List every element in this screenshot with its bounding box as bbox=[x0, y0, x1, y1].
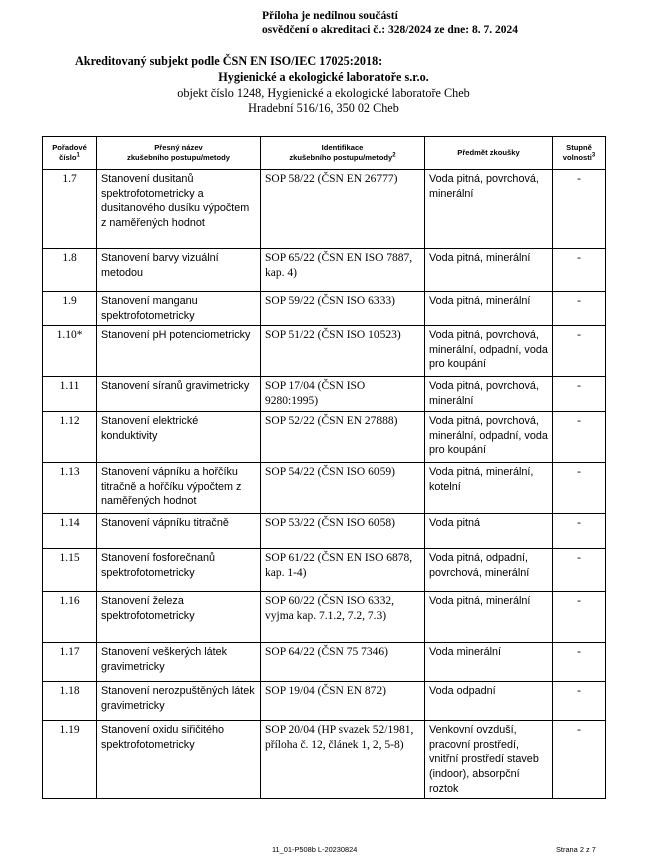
col-header-level-line1: Stupně bbox=[566, 143, 592, 152]
method-identification: SOP 17/04 (ČSN ISO 9280:1995) bbox=[261, 377, 425, 412]
row-number: 1.18 bbox=[43, 682, 97, 721]
row-number: 1.10* bbox=[43, 326, 97, 377]
method-name: Stanovení manganu spektrofotometricky bbox=[97, 292, 261, 326]
col-header-level-line2: volnosti bbox=[562, 153, 592, 162]
row-number: 1.12 bbox=[43, 412, 97, 463]
test-subject: Voda pitná, minerální bbox=[425, 292, 553, 326]
footnote-mark: 3 bbox=[591, 152, 596, 159]
col-header-level bbox=[553, 137, 606, 170]
method-identification: SOP 20/04 (HP svazek 52/1981, příloha č. 12, článek 1, 2, 5-8) bbox=[261, 721, 425, 799]
degree-of-freedom: - bbox=[553, 412, 606, 463]
table-row bbox=[43, 682, 606, 721]
method-name: Stanovení dusitanů spektrofotometricky a dusitanového dusíku výpočtem z naměřených hodnot bbox=[97, 170, 261, 249]
degree-of-freedom: - bbox=[553, 377, 606, 412]
degree-of-freedom: - bbox=[553, 292, 606, 326]
method-identification: SOP 61/22 (ČSN EN ISO 6878, kap. 1-4) bbox=[261, 549, 425, 592]
table-row bbox=[43, 549, 606, 592]
row-number: 1.7 bbox=[43, 170, 97, 249]
table-row bbox=[43, 377, 606, 412]
annex-header bbox=[262, 9, 518, 37]
table-row bbox=[43, 412, 606, 463]
col-header-name bbox=[97, 137, 261, 170]
row-number: 1.8 bbox=[43, 249, 97, 292]
method-name: Stanovení pH potenciometricky bbox=[97, 326, 261, 377]
method-identification: SOP 58/22 (ČSN EN 26777) bbox=[261, 170, 425, 249]
method-identification: SOP 53/22 (ČSN ISO 6058) bbox=[261, 514, 425, 549]
method-name: Stanovení vápníku titračně bbox=[97, 514, 261, 549]
degree-of-freedom: - bbox=[553, 249, 606, 292]
method-name: Stanovení fosforečnanů spektrofotometricky bbox=[97, 549, 261, 592]
test-subject: Voda pitná, povrchová, minerální bbox=[425, 377, 553, 412]
method-identification: SOP 59/22 (ČSN ISO 6333) bbox=[261, 292, 425, 326]
annex-line-1: Příloha je nedílnou součástí bbox=[262, 10, 398, 22]
footer-page-number: Strana 2 z 7 bbox=[556, 845, 596, 854]
degree-of-freedom: - bbox=[553, 170, 606, 249]
test-subject: Voda pitná, minerální bbox=[425, 249, 553, 292]
test-subject: Voda minerální bbox=[425, 643, 553, 682]
address-line: Hradební 516/16, 350 02 Cheb bbox=[248, 101, 399, 115]
method-name: Stanovení nerozpuštěných látek gravimetricky bbox=[97, 682, 261, 721]
degree-of-freedom: - bbox=[553, 721, 606, 799]
col-header-number-line2: číslo bbox=[59, 153, 77, 162]
method-identification: SOP 54/22 (ČSN ISO 6059) bbox=[261, 463, 425, 514]
method-identification: SOP 64/22 (ČSN 75 7346) bbox=[261, 643, 425, 682]
method-name: Stanovení barvy vizuální metodou bbox=[97, 249, 261, 292]
table-row bbox=[43, 643, 606, 682]
method-name: Stanovení elektrické konduktivity bbox=[97, 412, 261, 463]
method-name: Stanovení oxidu siřičitého spektrofotometricky bbox=[97, 721, 261, 799]
col-header-ident-line1: Identifikace bbox=[321, 143, 364, 152]
method-name: Stanovení veškerých látek gravimetricky bbox=[97, 643, 261, 682]
table-row bbox=[43, 170, 606, 249]
annex-line-2: osvědčení o akreditaci č.: 328/2024 ze dne: 8. 7. 2024 bbox=[262, 24, 518, 36]
test-subject: Venkovní ovzduší, pracovní prostředí, vnitřní prostředí staveb (indoor), absorpční roztok bbox=[425, 721, 553, 799]
degree-of-freedom: - bbox=[553, 682, 606, 721]
table-row bbox=[43, 292, 606, 326]
test-subject: Voda odpadní bbox=[425, 682, 553, 721]
row-number: 1.15 bbox=[43, 549, 97, 592]
table-row bbox=[43, 592, 606, 643]
col-header-number-line1: Pořadové bbox=[52, 143, 87, 152]
test-subject: Voda pitná, povrchová, minerální, odpadní, voda pro koupání bbox=[425, 326, 553, 377]
col-header-name-line2: zkušebního postupu/metody bbox=[127, 153, 230, 162]
row-number: 1.9 bbox=[43, 292, 97, 326]
col-header-ident-line2: zkušebního postupu/metody bbox=[289, 153, 393, 162]
accreditation-title: Akreditovaný subjekt podle ČSN EN ISO/IEC 17025:2018: bbox=[75, 54, 383, 68]
test-subject: Voda pitná, povrchová, minerální bbox=[425, 170, 553, 249]
lab-name: Hygienické a ekologické laboratoře s.r.o. bbox=[218, 70, 429, 84]
row-number: 1.13 bbox=[43, 463, 97, 514]
table-row bbox=[43, 721, 606, 799]
method-name: Stanovení vápníku a hořčíku titračně a hořčíku výpočtem z naměřených hodnot bbox=[97, 463, 261, 514]
method-identification: SOP 65/22 (ČSN EN ISO 7887, kap. 4) bbox=[261, 249, 425, 292]
footnote-mark: 1 bbox=[76, 152, 80, 159]
method-identification: SOP 52/22 (ČSN EN 27888) bbox=[261, 412, 425, 463]
method-name: Stanovení železa spektrofotometricky bbox=[97, 592, 261, 643]
footer-doc-code: 11_01-P508b L-20230824 bbox=[272, 845, 358, 854]
method-identification: SOP 60/22 (ČSN ISO 6332, vyjma kap. 7.1.2, 7.2, 7.3) bbox=[261, 592, 425, 643]
test-subject: Voda pitná bbox=[425, 514, 553, 549]
col-header-name-line1: Přesný název bbox=[154, 143, 203, 152]
col-header-ident bbox=[261, 137, 425, 170]
degree-of-freedom: - bbox=[553, 643, 606, 682]
table-header-row bbox=[43, 137, 606, 170]
table-row bbox=[43, 463, 606, 514]
method-identification: SOP 51/22 (ČSN ISO 10523) bbox=[261, 326, 425, 377]
table-row bbox=[43, 249, 606, 292]
method-name: Stanovení síranů gravimetricky bbox=[97, 377, 261, 412]
method-identification: SOP 19/04 (ČSN EN 872) bbox=[261, 682, 425, 721]
row-number: 1.14 bbox=[43, 514, 97, 549]
row-number: 1.11 bbox=[43, 377, 97, 412]
test-subject: Voda pitná, odpadní, povrchová, minerální bbox=[425, 549, 553, 592]
methods-table bbox=[42, 136, 606, 799]
table-row bbox=[43, 326, 606, 377]
row-number: 1.16 bbox=[43, 592, 97, 643]
footnote-mark: 2 bbox=[392, 152, 396, 159]
test-subject: Voda pitná, minerální bbox=[425, 592, 553, 643]
col-header-subject: Předmět zkoušky bbox=[425, 137, 553, 170]
table-row bbox=[43, 514, 606, 549]
object-line: objekt číslo 1248, Hygienické a ekologické laboratoře Cheb bbox=[177, 86, 470, 100]
row-number: 1.19 bbox=[43, 721, 97, 799]
test-subject: Voda pitná, povrchová, minerální, odpadní, voda pro koupání bbox=[425, 412, 553, 463]
test-subject: Voda pitná, minerální, kotelní bbox=[425, 463, 553, 514]
degree-of-freedom: - bbox=[553, 326, 606, 377]
degree-of-freedom: - bbox=[553, 549, 606, 592]
degree-of-freedom: - bbox=[553, 463, 606, 514]
degree-of-freedom: - bbox=[553, 514, 606, 549]
row-number: 1.17 bbox=[43, 643, 97, 682]
table-body bbox=[43, 170, 606, 799]
degree-of-freedom: - bbox=[553, 592, 606, 643]
col-header-number bbox=[43, 137, 97, 170]
